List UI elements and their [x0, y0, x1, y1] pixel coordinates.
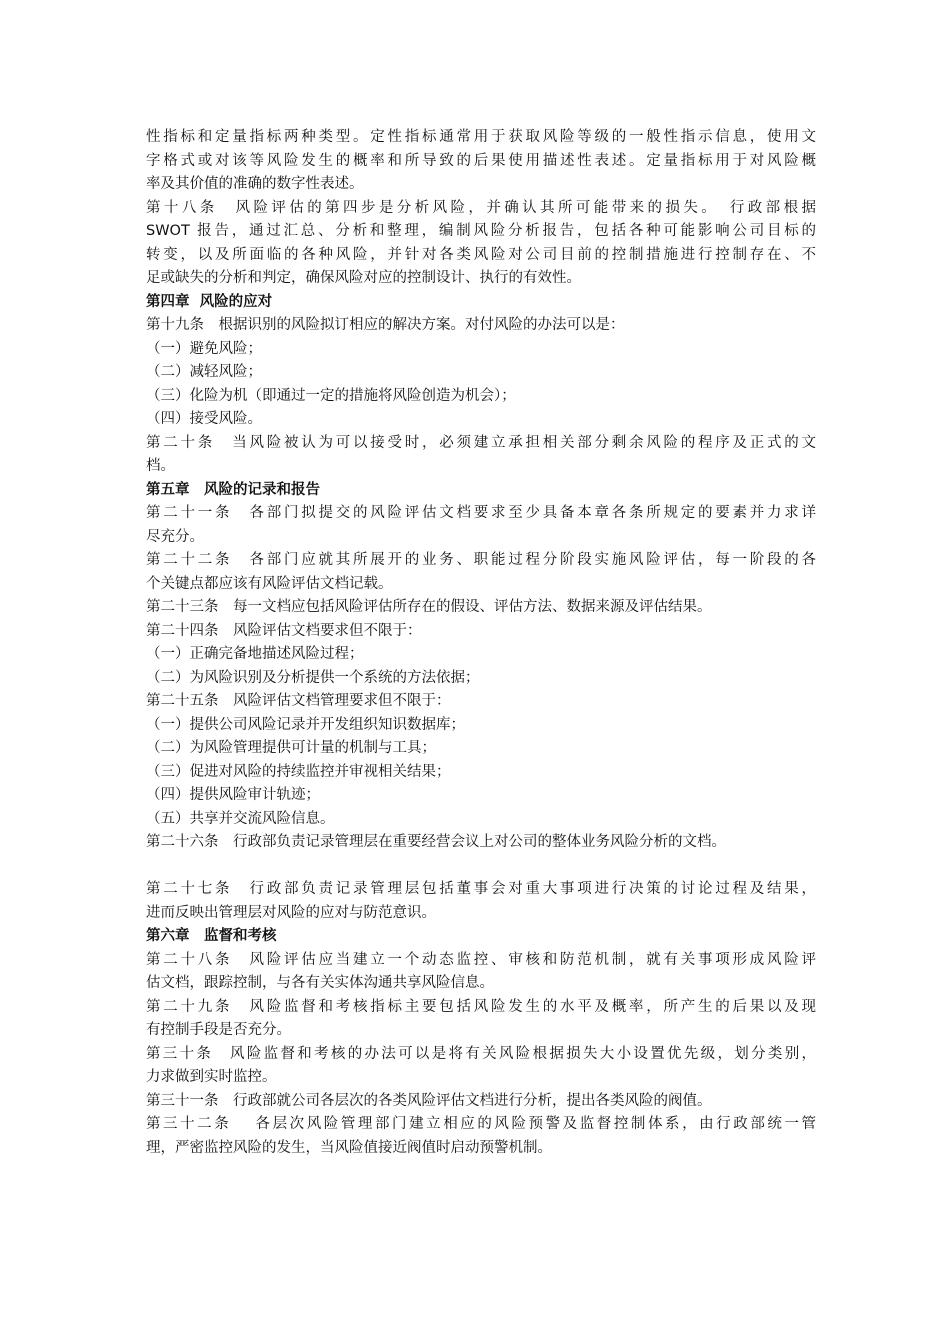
- paragraph: [146, 408, 816, 432]
- paragraph: [146, 361, 816, 385]
- text-line: 档。: [146, 458, 175, 474]
- text-line: 第二十七条 行政部负责记录管理层包括董事会对重大事项进行决策的讨论过程及结果，: [146, 881, 816, 897]
- chapter-heading: [146, 291, 816, 315]
- text-line: 第二十八条 风险评估应当建立一个动态监控、审核和防范机制，就有关事项形成风险评: [146, 951, 816, 968]
- text-line: 尽充分。: [146, 528, 204, 545]
- text-line: 足或缺失的分析和判定，确保风险对应的控制设计、执行的有效性。: [146, 270, 581, 286]
- text-line: 第四章 风险的应对: [146, 293, 273, 310]
- text-line: 第三十一条 行政部就公司各层次的各类风险评估文档进行分析，提出各类风险的阀值。: [146, 1092, 712, 1109]
- text-line: 估文档，跟踪控制，与各有关实体沟通共享风险信息。: [146, 975, 494, 991]
- chapter-heading: [146, 925, 816, 949]
- text-line: 第二十三条 每一文档应包括风险评估所存在的假设、评估方法、数据来源及评估结果。: [146, 599, 712, 615]
- text-line: （五）共享并交流风险信息。: [146, 810, 335, 827]
- text-line: 第二十条 当风险被认为可以接受时，必须建立承担相关部分剩余风险的程序及正式的文: [146, 434, 816, 451]
- text-line: 第二十二条 各部门应就其所展开的业务、职能过程分阶段实施风险评估，每一阶段的各: [146, 552, 816, 568]
- text-line: （二）减轻风险；: [146, 364, 262, 380]
- paragraph: [146, 737, 816, 761]
- paragraph: [146, 690, 816, 714]
- text-line: 力求做到实时监控。: [146, 1069, 277, 1085]
- text-line: 第五章 风险的记录和报告: [146, 481, 320, 498]
- text-line: 第十八条 风险评估的第四步是分析风险，并确认其所可能带来的损失。 行政部根据: [146, 199, 816, 216]
- blank-line: [146, 855, 816, 879]
- text-line: （一）正确完备地描述风险过程；: [146, 646, 364, 662]
- paragraph: [146, 784, 816, 808]
- text-line: 第二十一条 各部门拟提交的风险评估文档要求至少具备本章各条所规定的要素并力求详: [146, 505, 816, 521]
- text-line: （三）促进对风险的持续监控并审视相关结果；: [146, 763, 451, 780]
- text-line: 进而反映出管理层对风险的应对与防范意识。: [146, 904, 436, 921]
- paragraph: [146, 432, 816, 479]
- paragraph: [146, 949, 816, 996]
- text-line: 有控制手段是否充分。: [146, 1022, 291, 1038]
- text-line: 字格式或对该等风险发生的概率和所导致的后果使用描述性表述。定量指标用于对风险概: [146, 152, 816, 169]
- paragraph: [146, 808, 816, 832]
- paragraph: [146, 314, 816, 338]
- paragraph: [146, 878, 816, 925]
- text-line: 第十九条 根据识别的风险拟订相应的解决方案。对付风险的办法可以是：: [146, 317, 625, 333]
- text-line: 个关键点都应该有风险评估文档记载。: [146, 575, 393, 592]
- paragraph: [146, 714, 816, 738]
- text-line: 第三十条 风险监督和考核的办法可以是将有关风险根据损失大小设置优先级，划分类别，: [146, 1045, 816, 1062]
- text-line: 转变，以及所面临的各种风险，并针对各类风险对公司目前的控制措施进行控制存在、不: [146, 246, 816, 263]
- text-line: 第二十九条 风险监督和考核指标主要包括风险发生的水平及概率，所产生的后果以及现: [146, 998, 816, 1015]
- document-body: [146, 126, 816, 1160]
- text-line: 第二十六条 行政部负责记录管理层在重要经营会议上对公司的整体业务风险分析的文档。: [146, 834, 726, 850]
- paragraph: [146, 197, 816, 291]
- text-line: （三）化险为机（即通过一定的措施将风险创造为机会）；: [146, 387, 516, 404]
- text-line: 性指标和定量指标两种类型。定性指标通常用于获取风险等级的一般性指示信息，使用文: [146, 129, 816, 145]
- paragraph: [146, 1043, 816, 1090]
- paragraph: [146, 761, 816, 785]
- paragraph: [146, 831, 816, 855]
- text-line: （二）为风险识别及分析提供一个系统的方法依据；: [146, 669, 480, 686]
- text-line: （四）提供风险审计轨迹；: [146, 787, 320, 803]
- text-line: 第二十四条 风险评估文档要求但不限于：: [146, 622, 422, 639]
- paragraph: [146, 126, 816, 197]
- paragraph: [146, 643, 816, 667]
- text-line: （二）为风险管理提供可计量的机制与工具；: [146, 740, 436, 756]
- paragraph: [146, 1090, 816, 1114]
- paragraph: [146, 620, 816, 644]
- text-line: （一）提供公司风险记录并开发组织知识数据库；: [146, 716, 465, 733]
- text-line: SWOT 报告，通过汇总、分析和整理，编制风险分析报告，包括各种可能影响公司目标的: [146, 223, 816, 239]
- text-line: 理，严密监控风险的发生，当风险值接近阀值时启动预警机制。: [146, 1139, 552, 1156]
- text-line: 第二十五条 风险评估文档管理要求但不限于：: [146, 693, 451, 709]
- paragraph: [146, 549, 816, 596]
- paragraph: [146, 502, 816, 549]
- paragraph: [146, 596, 816, 620]
- text-line: （一）避免风险；: [146, 340, 262, 357]
- text-line: 第六章 监督和考核: [146, 928, 277, 944]
- paragraph: [146, 338, 816, 362]
- paragraph: [146, 996, 816, 1043]
- chapter-heading: [146, 479, 816, 503]
- paragraph: [146, 385, 816, 409]
- text-line: （四）接受风险。: [146, 411, 262, 427]
- paragraph: [146, 1113, 816, 1160]
- text-line: 率及其价值的准确的数字性表述。: [146, 176, 364, 192]
- text-line: 第三十二条 各层次风险管理部门建立相应的风险预警及监督控制体系，由行政部统一管: [146, 1116, 816, 1132]
- paragraph: [146, 667, 816, 691]
